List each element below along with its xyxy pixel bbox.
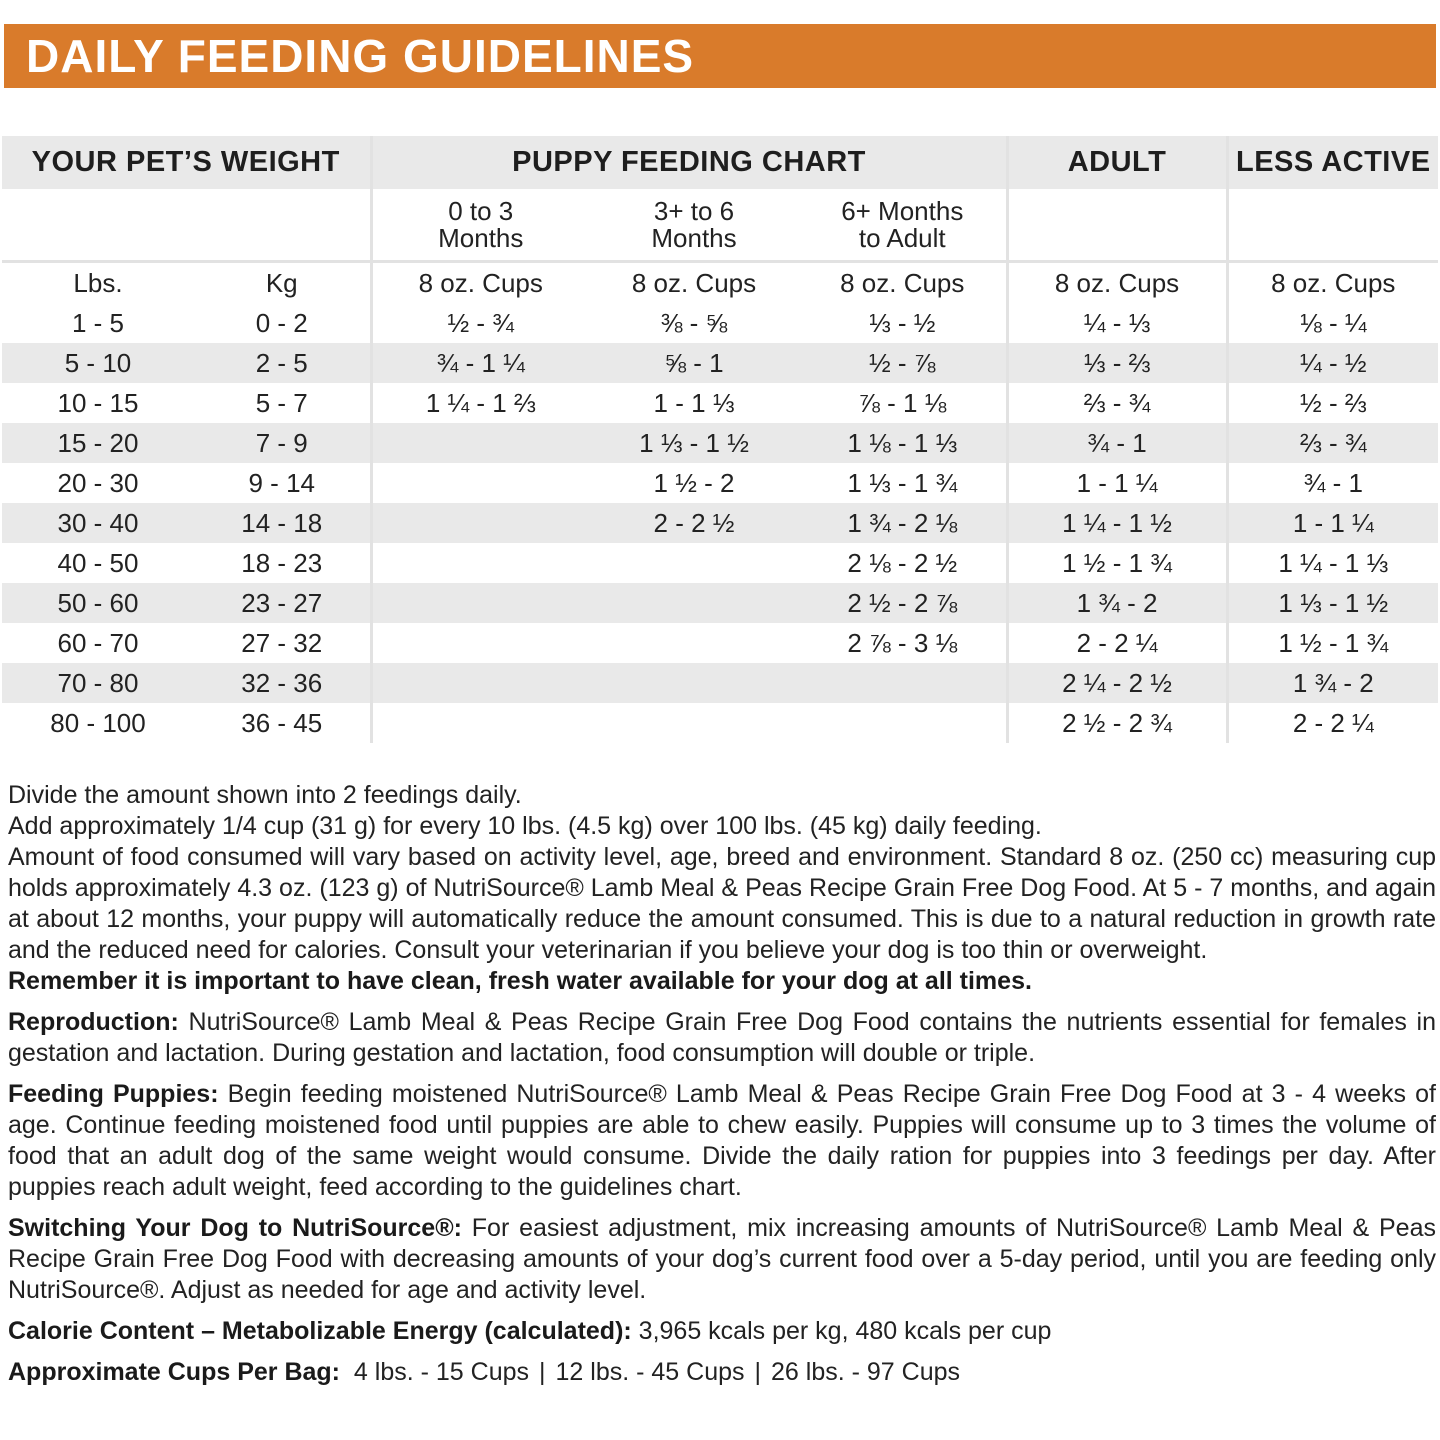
reproduction-label: Reproduction: [8,1008,179,1036]
cups-bag-4lb: 4 lbs. - 15 Cups [353,1358,530,1386]
cell-adult: ¼ - ⅓ [1007,303,1227,343]
cell-puppy-6-adult: ⅓ - ½ [799,303,1007,343]
cell-puppy-6-adult: ⅞ - 1 ⅛ [799,383,1007,423]
cell-puppy-0-3: ½ - ¾ [371,303,589,343]
cell-lbs: 5 - 10 [2,343,194,383]
cell-puppy-3-6: 1 ⅓ - 1 ½ [589,423,799,463]
unit-lbs: Lbs. [2,262,194,304]
age-group-3-6: 3+ to 6 Months [589,189,799,262]
table-row [2,543,1438,583]
unit-cups: 8 oz. Cups [1007,262,1227,304]
less-active-header: LESS ACTIVE [1227,136,1438,189]
table-header-row [2,136,1438,189]
cell-puppy-6-adult: 2 ½ - 2 ⅞ [799,583,1007,623]
cell-lbs: 80 - 100 [2,703,194,743]
cell-adult: 2 - 2 ¼ [1007,623,1227,663]
cell-puppy-6-adult: 2 ⅞ - 3 ⅛ [799,623,1007,663]
cell-puppy-3-6: 1 ½ - 2 [589,463,799,503]
reproduction-paragraph: Reproduction: NutriSource® Lamb Meal & Peas Recipe Grain Free Dog Food contains the nutrients essential for females in gestation and lactation. During gestation and lactation, food consumption will double or triple. [8,1008,1436,1067]
cell-puppy-3-6 [589,663,799,703]
cell-less-active: ⅔ - ¾ [1227,423,1438,463]
weight-header: YOUR PET’S WEIGHT [2,136,371,189]
table-row [2,623,1438,663]
table-row [2,383,1438,423]
cell-puppy-3-6 [589,623,799,663]
table-row [2,423,1438,463]
cell-puppy-3-6 [589,583,799,623]
adult-header: ADULT [1007,136,1227,189]
cell-kg: 14 - 18 [194,503,371,543]
cups-bag-12lb: 12 lbs. - 45 Cups [555,1358,745,1386]
cell-kg: 7 - 9 [194,423,371,463]
cell-lbs: 50 - 60 [2,583,194,623]
cell-lbs: 10 - 15 [2,383,194,423]
cell-puppy-3-6: 2 - 2 ½ [589,503,799,543]
cell-puppy-0-3 [371,543,589,583]
cell-less-active: 1 - 1 ¼ [1227,503,1438,543]
cups-bag-26lb: 26 lbs. - 97 Cups [771,1358,961,1386]
cell-puppy-0-3 [371,703,589,743]
cell-lbs: 70 - 80 [2,663,194,703]
table-row [2,303,1438,343]
cell-kg: 5 - 7 [194,383,371,423]
cell-less-active: 1 ¾ - 2 [1227,663,1438,703]
cell-puppy-3-6: ⅝ - 1 [589,343,799,383]
unit-cups: 8 oz. Cups [799,262,1007,304]
cell-adult: ⅔ - ¾ [1007,383,1227,423]
cell-less-active: ¾ - 1 [1227,463,1438,503]
cell-less-active: ⅛ - ¼ [1227,303,1438,343]
cell-adult: 1 - 1 ¼ [1007,463,1227,503]
table-row [2,463,1438,503]
cell-kg: 2 - 5 [194,343,371,383]
cell-adult: 2 ½ - 2 ¾ [1007,703,1227,743]
note-water: Remember it is important to have clean, fresh water available for your dog at all times. [8,967,1032,995]
note-amount: Amount of food consumed will vary based on activity level, age, breed and environment. Standard 8 oz. (250 cc) measuring cup holds approximately 4.3 oz. (123 g) of NutriSource® Lamb Meal & Peas Recipe Grain Free Dog Food. At 5 - 7 months, and again at about 12 months, your puppy will automatically reduce the amount consumed. This is due to a natural reduction in growth rate and the reduced need for calories. Consult your veterinarian if you believe your dog is too thin or overweight. [8,843,1436,964]
unit-cups: 8 oz. Cups [589,262,799,304]
cell-adult: 2 ¼ - 2 ½ [1007,663,1227,703]
unit-cups: 8 oz. Cups [371,262,589,304]
switching-label: Switching Your Dog to NutriSource®: [8,1214,462,1242]
table-row [2,583,1438,623]
unit-cups: 8 oz. Cups [1227,262,1438,304]
table-row [2,343,1438,383]
unit-kg: Kg [194,262,371,304]
cell-lbs: 15 - 20 [2,423,194,463]
cell-adult: 1 ¾ - 2 [1007,583,1227,623]
blank-cell [2,189,371,262]
switching-paragraph: Switching Your Dog to NutriSource®: For easiest adjustment, mix increasing amounts of NutriSource® Lamb Meal & Peas Recipe Grain Free Dog Food with decreasing amounts of your dog’s current food over a 5-day period, until you are feeding only NutriSource®. Adjust as needed for age and activity level. [8,1214,1436,1304]
cell-lbs: 20 - 30 [2,463,194,503]
cell-kg: 23 - 27 [194,583,371,623]
cell-lbs: 30 - 40 [2,503,194,543]
cell-adult: 1 ¼ - 1 ½ [1007,503,1227,543]
puppies-paragraph: Feeding Puppies: Begin feeding moistened NutriSource® Lamb Meal & Peas Recipe Grain Free Dog Food at 3 - 4 weeks of age. Continue feeding moistened food until puppies are able to chew easily. Puppies will consume up to 3 times the volume of food that an adult dog of the same weight would consume. Divide the daily ration for puppies into 3 feedings per day. After puppies reach adult weight, feed according to the guidelines chart. [8,1080,1436,1201]
cell-puppy-3-6 [589,543,799,583]
note-add: Add approximately 1/4 cup (31 g) for every 10 lbs. (4.5 kg) over 100 lbs. (45 kg) daily feeding. [8,812,1042,840]
cell-puppy-0-3 [371,623,589,663]
cell-puppy-3-6 [589,703,799,743]
age-group-6-adult: 6+ Months to Adult [799,189,1007,262]
cell-less-active: 2 - 2 ¼ [1227,703,1438,743]
cell-adult: ¾ - 1 [1007,423,1227,463]
cell-puppy-0-3 [371,583,589,623]
cell-adult: 1 ½ - 1 ¾ [1007,543,1227,583]
table-row [2,663,1438,703]
calorie-paragraph: Calorie Content – Metabolizable Energy (calculated): 3,965 kcals per kg, 480 kcals per cup [8,1317,1052,1345]
calorie-label: Calorie Content – Metabolizable Energy (calculated): [8,1317,632,1345]
note-divide: Divide the amount shown into 2 feedings daily. [8,781,522,809]
page-title: DAILY FEEDING GUIDELINES [26,30,695,82]
cell-adult: ⅓ - ⅔ [1007,343,1227,383]
cell-puppy-6-adult [799,663,1007,703]
age-group-0-3: 0 to 3 Months [371,189,589,262]
cell-kg: 27 - 32 [194,623,371,663]
cell-puppy-0-3 [371,463,589,503]
cell-less-active: 1 ¼ - 1 ⅓ [1227,543,1438,583]
cell-puppy-0-3: 1 ¼ - 1 ⅔ [371,383,589,423]
table-row [2,703,1438,743]
cell-puppy-3-6: 1 - 1 ⅓ [589,383,799,423]
feeding-table [2,136,1438,743]
puppies-label: Feeding Puppies: [8,1080,219,1108]
cell-puppy-6-adult: 1 ⅛ - 1 ⅓ [799,423,1007,463]
puppy-header: PUPPY FEEDING CHART [371,136,1007,189]
cups-per-bag-paragraph: Approximate Cups Per Bag: 4 lbs. - 15 Cups | 12 lbs. - 45 Cups | 26 lbs. - 97 Cups [8,1358,961,1386]
cell-lbs: 1 - 5 [2,303,194,343]
cups-label: Approximate Cups Per Bag: [8,1358,341,1386]
cell-puppy-6-adult: 2 ⅛ - 2 ½ [799,543,1007,583]
table-row [2,503,1438,543]
feeding-notes [8,780,1436,1388]
cell-less-active: 1 ⅓ - 1 ½ [1227,583,1438,623]
cell-less-active: ¼ - ½ [1227,343,1438,383]
cell-lbs: 40 - 50 [2,543,194,583]
cell-puppy-0-3 [371,423,589,463]
cell-kg: 18 - 23 [194,543,371,583]
blank-cell [1007,189,1227,262]
title-banner [4,24,1436,88]
cell-puppy-0-3 [371,503,589,543]
cell-kg: 36 - 45 [194,703,371,743]
units-row [2,262,1438,304]
cell-kg: 0 - 2 [194,303,371,343]
cell-puppy-6-adult: 1 ⅓ - 1 ¾ [799,463,1007,503]
cell-puppy-0-3 [371,663,589,703]
cell-lbs: 60 - 70 [2,623,194,663]
cell-puppy-6-adult [799,703,1007,743]
blank-cell [1227,189,1438,262]
cell-kg: 32 - 36 [194,663,371,703]
cell-puppy-6-adult: 1 ¾ - 2 ⅛ [799,503,1007,543]
cell-puppy-6-adult: ½ - ⅞ [799,343,1007,383]
cell-less-active: 1 ½ - 1 ¾ [1227,623,1438,663]
cell-less-active: ½ - ⅔ [1227,383,1438,423]
cell-puppy-0-3: ¾ - 1 ¼ [371,343,589,383]
cell-puppy-3-6: ⅜ - ⅝ [589,303,799,343]
cell-kg: 9 - 14 [194,463,371,503]
age-group-row [2,189,1438,262]
